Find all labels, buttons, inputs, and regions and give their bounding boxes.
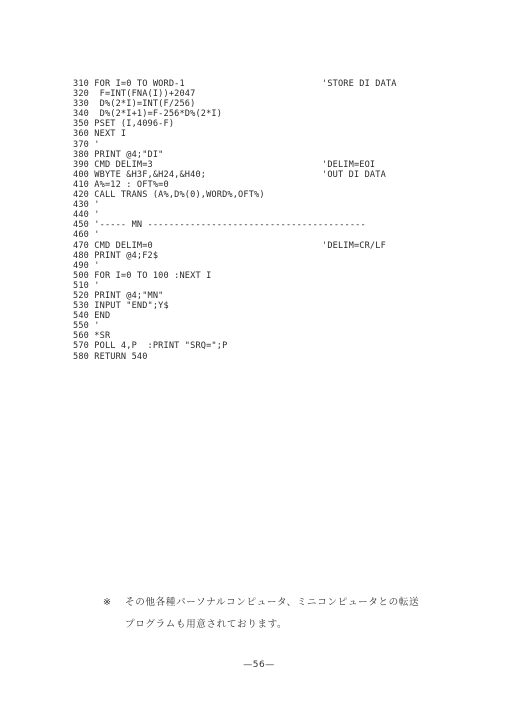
code-statement: 560 *SR [73,331,111,342]
code-line [73,140,473,150]
code-statement: 530 INPUT "END";Y$ [73,301,169,312]
code-statement: 320 F=INT(FNA(I))+2047 [73,89,196,100]
code-statement: 510 ' [73,280,100,291]
code-line [73,180,473,190]
code-comment: 'OUT DI DATA [322,169,386,180]
code-line [73,241,473,251]
code-comment: 'STORE DI DATA [322,79,397,89]
code-statement: 480 PRINT @4;F2$ [73,250,159,261]
code-comment: 'DELIM=EOI [322,159,376,170]
code-statement: 410 A%=12 : OFT%=0 [73,179,169,190]
code-statement: 370 ' [73,139,100,150]
footnote-line-1 [103,592,483,614]
code-line [73,220,473,230]
code-statement: 400 WBYTE &H3F,&H24,&H40; [73,169,207,180]
code-line [73,119,473,129]
code-statement: 550 ' [73,321,100,332]
code-statement: 470 CMD DELIM=0 [73,240,153,251]
code-statement: 420 CALL TRANS (A%,D%(0),WORD%,OFT%) [73,190,265,201]
code-statement: 570 POLL 4,P :PRINT "SRQ=";P [73,341,228,352]
code-statement: 430 ' [73,200,100,211]
footnote [103,592,483,636]
code-line [73,190,473,200]
code-statement: 440 ' [73,210,100,221]
code-statement: 580 RETURN 540 [73,351,148,362]
code-line [73,109,473,119]
code-statement: 380 PRINT @4;"DI" [73,149,164,160]
code-line [73,99,473,109]
code-line [73,341,473,351]
code-line [73,261,473,271]
code-statement: 340 D%(2*I+1)=F-256*D%(2*I) [73,109,223,120]
code-statement: 540 END [73,311,111,322]
code-statement: 520 PRINT @4;"MN" [73,290,164,301]
code-line [73,271,473,281]
page-number: —56— [243,660,275,670]
code-statement: 350 PSET (I,4096-F) [73,119,175,130]
code-line [73,89,473,99]
code-statement: 390 CMD DELIM=3 [73,159,153,170]
code-statement: 310 FOR I=0 TO WORD-1 [73,79,185,89]
code-statement: 500 FOR I=0 TO 100 :NEXT I [73,270,212,281]
code-line [73,170,473,180]
code-line [73,311,473,321]
footnote-line-2 [103,614,483,636]
code-statement: 450 '----- MN ----------------------------------------- [73,220,366,231]
code-line [73,230,473,240]
code-line [73,291,473,301]
code-line [73,210,473,220]
code-statement: 330 D%(2*I)=INT(F/256) [73,99,196,110]
reference-mark: ※ [103,597,112,608]
code-comment: 'DELIM=CR/LF [322,240,386,251]
code-line [73,150,473,160]
code-line [73,281,473,291]
footnote-text-1: その他各種パーソナルコンピュータ、ミニコンピュータとの転送 [125,597,420,608]
code-line [73,301,473,311]
code-line [73,160,473,170]
code-line [73,200,473,210]
footnote-text-2: プログラムも用意されております。 [125,619,288,630]
code-line [73,79,473,89]
code-line [73,321,473,331]
code-statement: 360 NEXT I [73,129,127,140]
code-statement: 460 ' [73,230,100,241]
program-listing [73,79,473,362]
code-line [73,129,473,139]
code-statement: 490 ' [73,260,100,271]
code-line [73,352,473,362]
code-line [73,251,473,261]
code-line [73,331,473,341]
